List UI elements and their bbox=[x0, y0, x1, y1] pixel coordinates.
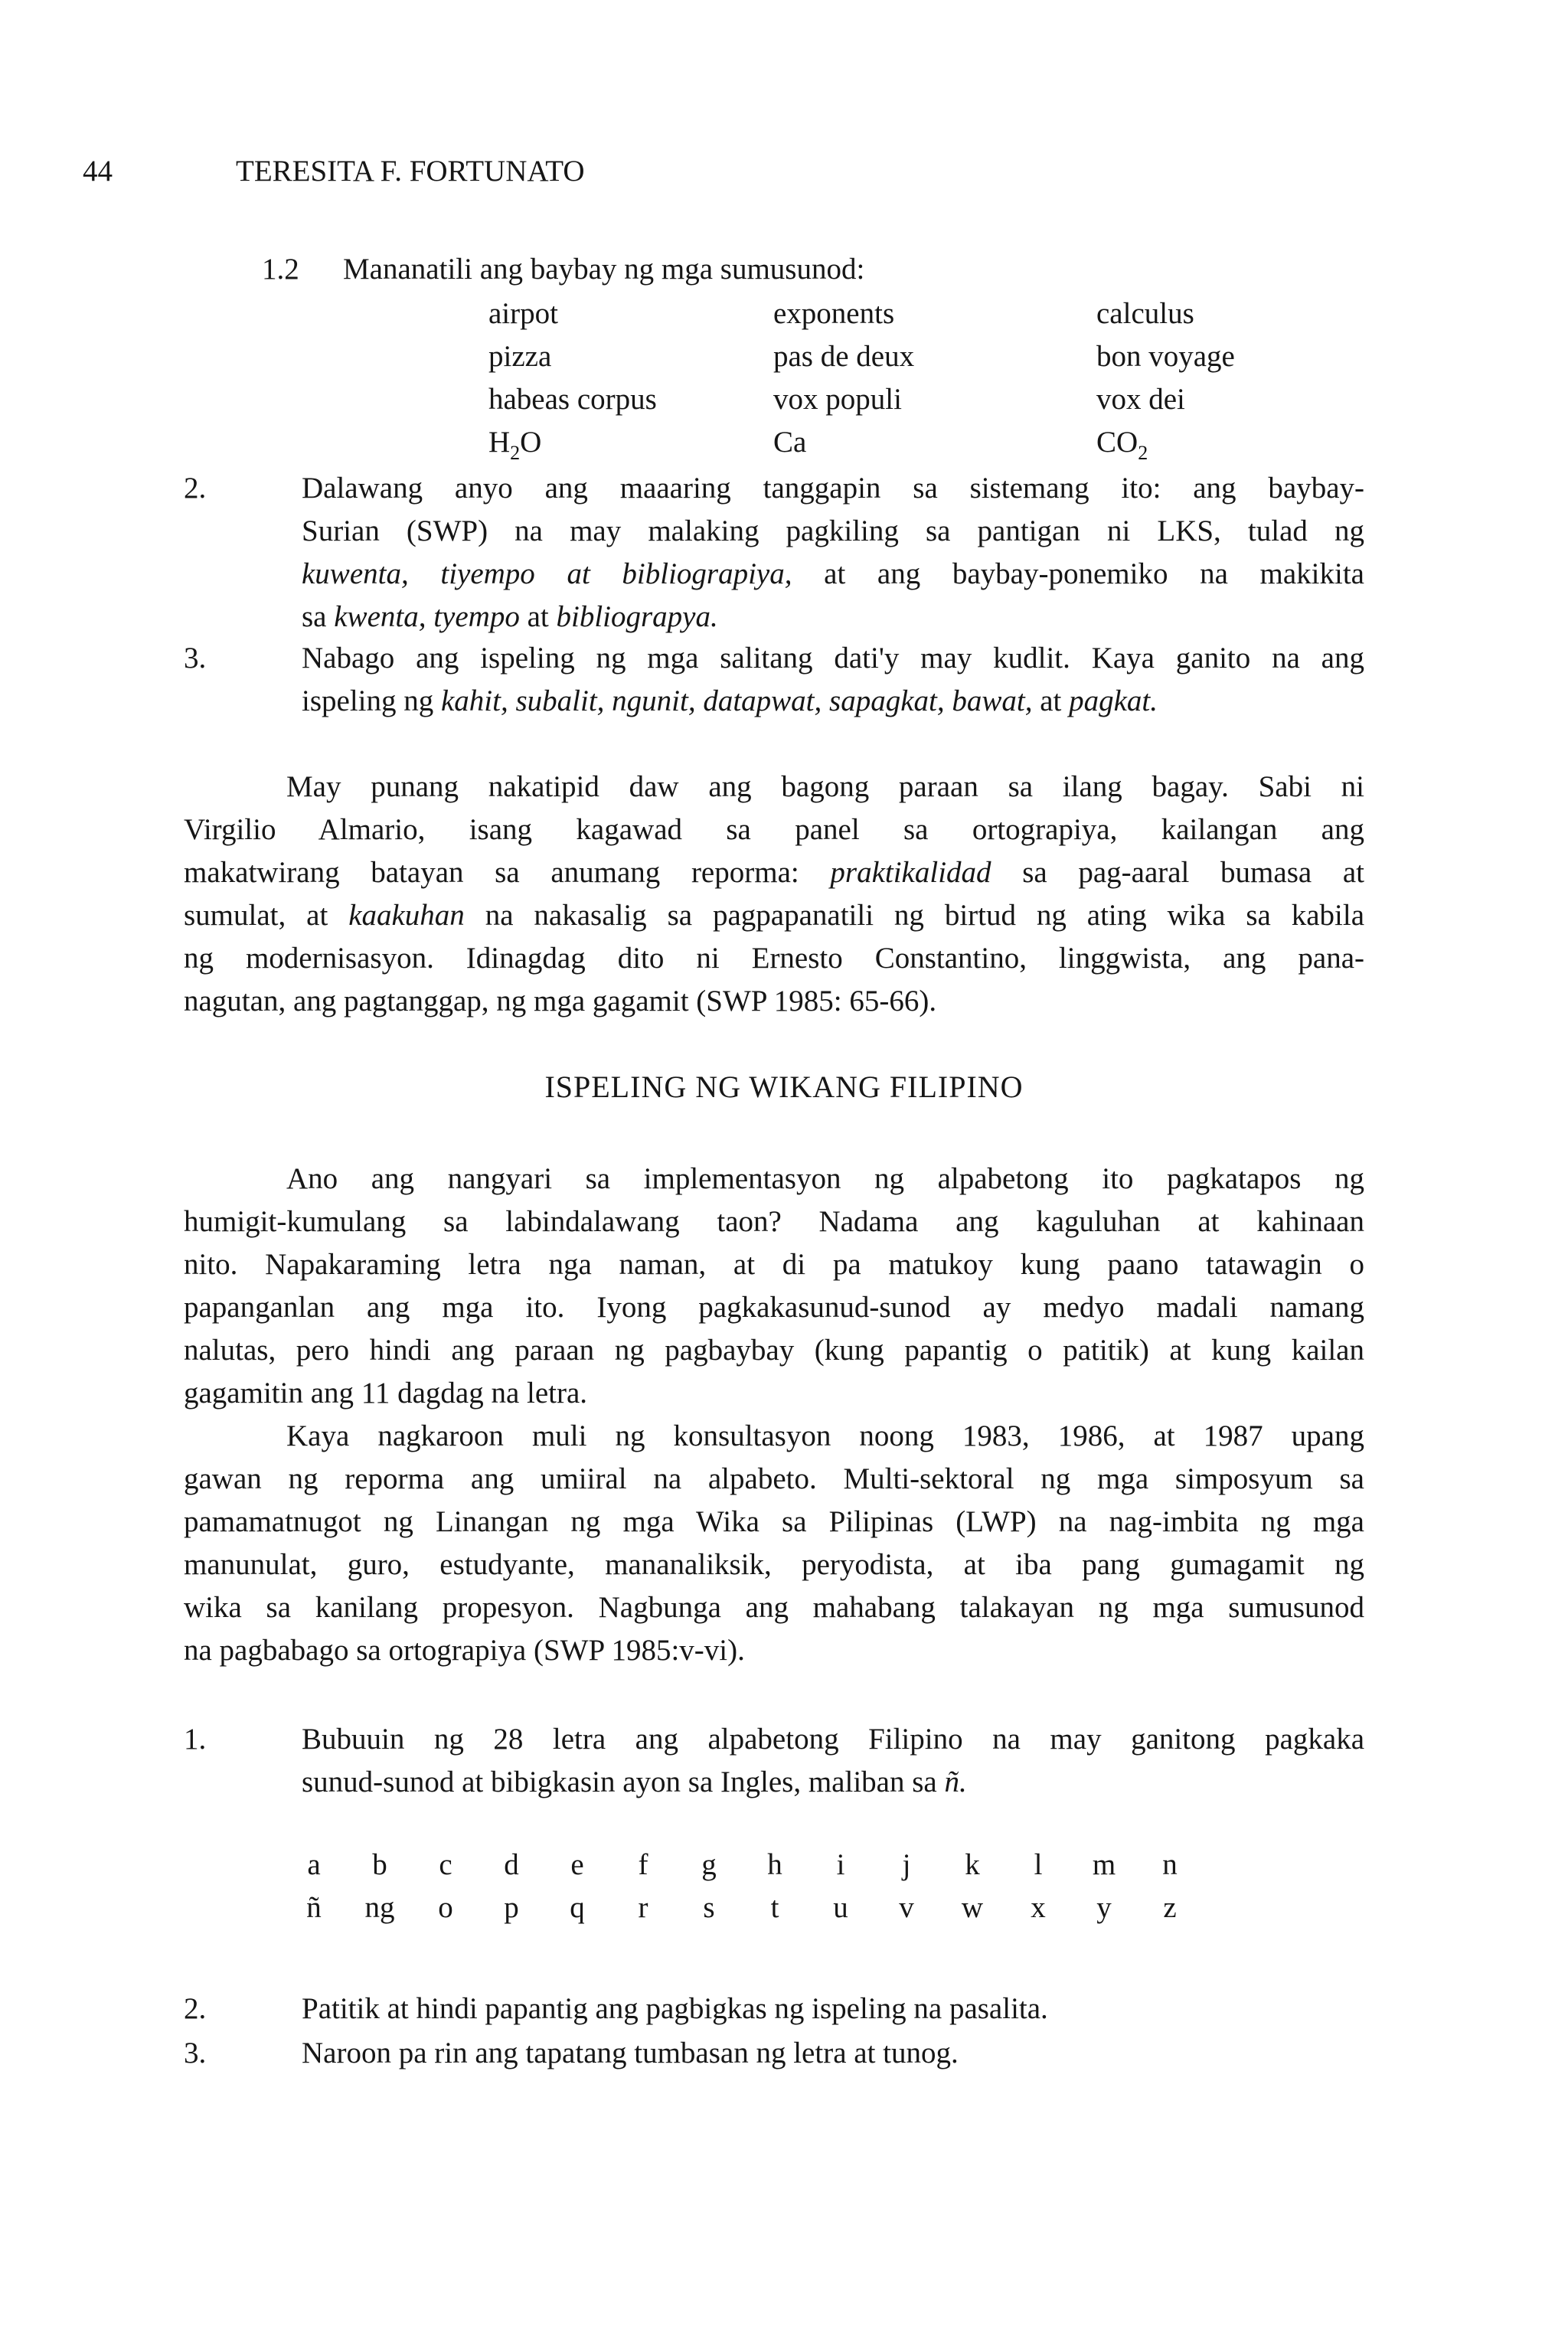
alphabet-letter: f bbox=[638, 1848, 648, 1881]
alphabet-letter: ng bbox=[364, 1891, 395, 1924]
item-number: 3. bbox=[184, 642, 207, 675]
alphabet-letter: g bbox=[701, 1848, 717, 1881]
alphabet-letter: i bbox=[836, 1848, 845, 1881]
alphabet-letter: t bbox=[770, 1891, 779, 1924]
item-number: 2. bbox=[184, 472, 207, 505]
list-item-1: Bubuuin ng 28 letra ang alpabetong Filipino na may ganitong pagkaka sunud-sunod at bibigkasin ayon sa Ingles, maliban sa ñ. bbox=[302, 1723, 1364, 1798]
alphabet-row bbox=[283, 1844, 1279, 1886]
alphabet-letter: r bbox=[638, 1891, 648, 1924]
item-2-text: Dalawang anyo ang maaaring tanggapin sa sistemang ito: ang baybay- Surian (SWP) na may malaking pagkiling sa pantigan ni LKS, tulad ng kuwenta, tiyempo at bibliograpiya, at ang baybay-ponemiko na makikita sa kwenta, tyempo at bibliograpya. bbox=[302, 472, 1364, 633]
word-cell: bon voyage bbox=[1096, 340, 1235, 373]
alphabet-letter: ñ bbox=[306, 1891, 322, 1924]
word-row bbox=[488, 335, 1369, 378]
paragraph: May punang nakatipid daw ang bagong paraan sa ilang bagay. Sabi ni Virgilio Almario, isang kagawad sa panel sa ortograpiya, kailangan ang makatwirang batayan sa anumang reporma: praktikalidad sa pag-aaral bumasa at sumulat, at kaakuhan na nakasalig sa pagpapanatili ng birtud ng ating wika sa kabila ng modernisasyon. Idinagdag dito ni Ernesto Constantino, linggwista, ang pana- nagutan, ang pagtanggap, ng mga gagamit (SWP 1985: 65-66). bbox=[184, 770, 1365, 1018]
alphabet-letter: m bbox=[1092, 1848, 1116, 1881]
list-item-2: Patitik at hindi papantig ang pagbigkas ng ispeling na pasalita. bbox=[302, 1992, 1048, 2025]
alphabet-letter: l bbox=[1034, 1848, 1043, 1881]
alphabet-letter: c bbox=[439, 1848, 452, 1881]
word-row bbox=[488, 292, 1369, 335]
word-row bbox=[488, 378, 1369, 421]
item-number: 3. bbox=[184, 2037, 207, 2069]
formula-water: $H_2O$ bbox=[488, 426, 542, 464]
word-cell: vox dei bbox=[1096, 383, 1185, 416]
alphabet-letter: b bbox=[372, 1848, 387, 1881]
formula-calcium: Ca bbox=[773, 426, 807, 459]
alphabet-letter: d bbox=[504, 1848, 519, 1881]
word-cell: pas de deux bbox=[773, 340, 915, 373]
word-cell: habeas corpus bbox=[488, 383, 657, 416]
item-3-text: Nabago ang ispeling ng mga salitang dati'y may kudlit. Kaya ganito na ang ispeling ng kahit, subalit, ngunit, datapwat, sapagkat, bawat, at pagkat. bbox=[302, 642, 1364, 717]
alphabet-letter: o bbox=[438, 1891, 453, 1924]
item-number: 1.2 bbox=[262, 253, 299, 286]
word-row bbox=[488, 421, 1369, 464]
alphabet-letter: j bbox=[902, 1848, 911, 1881]
alphabet-letter: k bbox=[965, 1848, 980, 1881]
alphabet-letter: n bbox=[1162, 1848, 1178, 1881]
section-heading: ISPELING NG WIKANG FILIPINO bbox=[544, 1070, 1024, 1104]
word-cell: calculus bbox=[1096, 297, 1194, 330]
author-name: TERESITA F. FORTUNATO bbox=[236, 155, 585, 188]
item-text: Mananatili ang baybay ng mga sumusunod: bbox=[343, 253, 865, 286]
alphabet-letter: p bbox=[504, 1891, 519, 1924]
formula-co2: $CO_2$ bbox=[1096, 426, 1148, 464]
alphabet-letter: x bbox=[1031, 1891, 1046, 1924]
alphabet-letter: v bbox=[899, 1891, 914, 1924]
word-cell: vox populi bbox=[773, 383, 902, 416]
alphabet-letter: a bbox=[307, 1848, 321, 1881]
alphabet-row bbox=[283, 1886, 1279, 1929]
running-header bbox=[83, 150, 585, 193]
page-number: 44 bbox=[83, 155, 113, 188]
alphabet-letter: h bbox=[767, 1848, 782, 1881]
item-number: 2. bbox=[184, 1992, 207, 2025]
alphabet-letter: e bbox=[570, 1848, 584, 1881]
paragraph: Kaya nagkaroon muli ng konsultasyon noong 1983, 1986, at 1987 upang gawan ng reporma ang umiiral na alpabeto. Multi-sektoral ng mga simposyum sa pamamatnugot ng Linangan ng mga Wika sa Pilipinas (LWP) na nag-imbita ng mga manunulat, guro, estudyante, mananaliksik, peryodista, at iba pang gumagamit ng wika sa kanilang propesyon. Nagbunga ang mahabang talakayan ng mga sumusunod na pagbabago sa ortograpiya (SWP 1985:v-vi). bbox=[184, 1419, 1364, 1667]
alphabet-letter: w bbox=[961, 1891, 984, 1924]
alphabet-letter: q bbox=[570, 1891, 585, 1924]
word-cell: exponents bbox=[773, 297, 895, 330]
word-table bbox=[488, 292, 1369, 464]
alphabet-letter: u bbox=[833, 1891, 848, 1924]
alphabet-letter: s bbox=[703, 1891, 715, 1924]
list-item-3: Naroon pa rin ang tapatang tumbasan ng letra at tunog. bbox=[302, 2037, 959, 2069]
word-cell: pizza bbox=[488, 340, 552, 373]
alphabet-letter: y bbox=[1096, 1891, 1112, 1924]
item-number: 1. bbox=[184, 1723, 207, 1756]
word-cell: airpot bbox=[488, 297, 558, 330]
alphabet-letter: z bbox=[1163, 1891, 1177, 1924]
item-1-2 bbox=[262, 248, 1334, 291]
paragraph: Ano ang nangyari sa implementasyon ng alpabetong ito pagkatapos ng humigit-kumulang sa labindalawang taon? Nadama ang kaguluhan at kahinaan nito. Napakaraming letra nga naman, at di pa matukoy kung paano tatawagin o papanganlan ang mga ito. Iyong pagkakasunud-sunod ay medyo madali namang nalutas, pero hindi ang paraan ng pagbaybay (kung papantig o patitik) at kung kailan gagamitin ang 11 dagdag na letra. bbox=[184, 1162, 1364, 1410]
alphabet-table bbox=[283, 1844, 1279, 1929]
